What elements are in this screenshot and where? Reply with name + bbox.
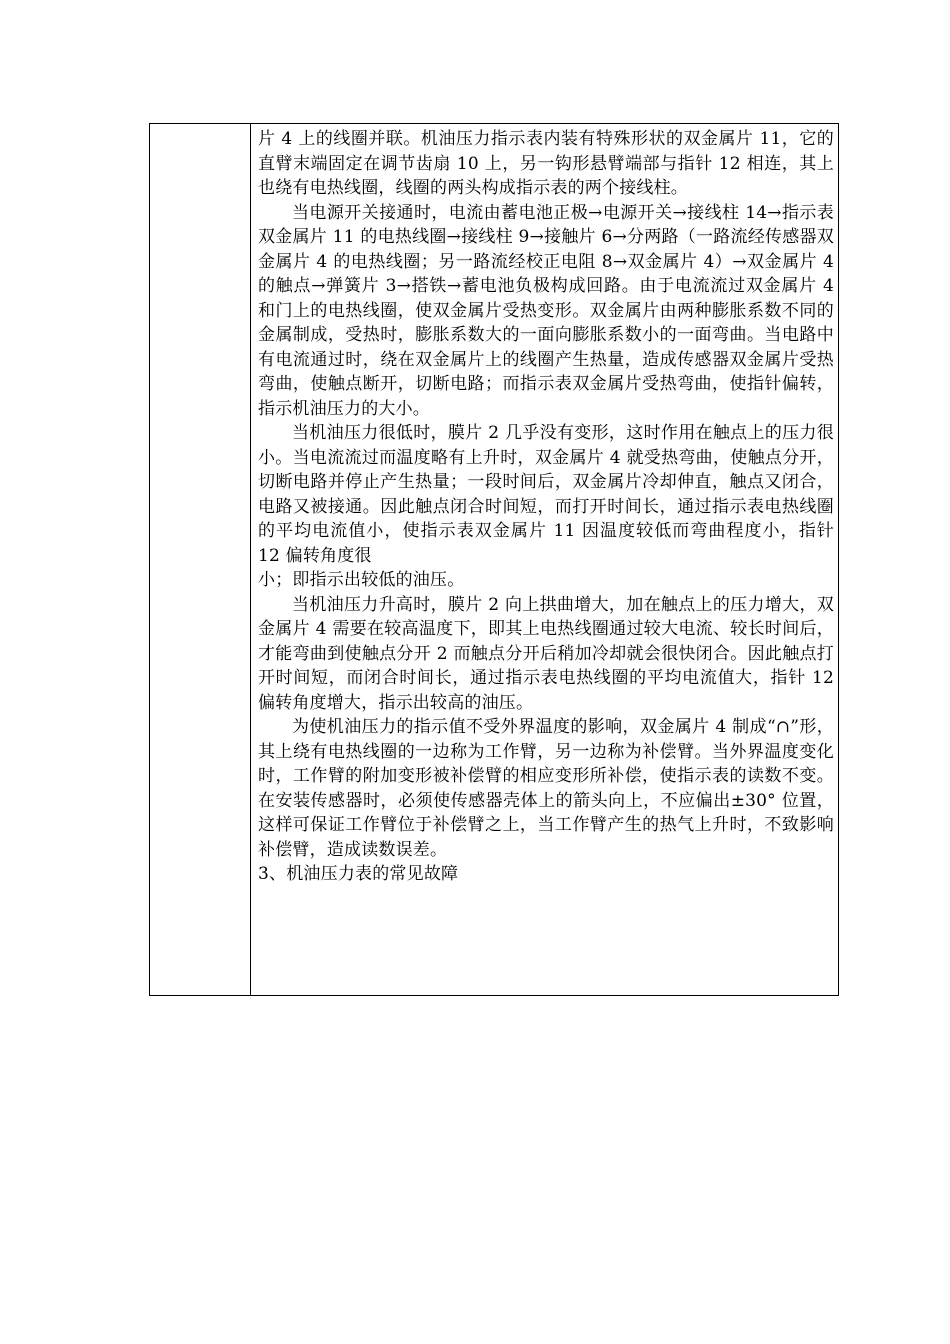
document-table: [149, 123, 839, 996]
table-content-cell: [251, 124, 838, 995]
section-heading: 3、机油压力表的常见故障: [258, 864, 459, 884]
paragraph-4: 小；即指示出较低的油压。: [258, 570, 465, 590]
paragraph-3: 当机油压力很低时，膜片 2 几乎没有变形，这时作用在触点上的压力很小。当电流流过而温度略有上升时，双金属片 4 就受热弯曲，使触点分开，切断电路并停止产生热量；一段时间后，双金属片冷却伸直，触点又闭合，电路又被接通。因此触点闭合时间短，而打开时间长，通过指示表电热线圈的平均电流值小，使指示表双金属片 11 因温度较低而弯曲程度小，指针 12 偏转角度很: [258, 423, 834, 566]
paragraph-2: 当电源开关接通时，电流由蓄电池正极→电源开关→接线柱 14→指示表双金属片 11 的电热线圈→接线柱 9→接触片 6→分两路（一路流经传感器双金属片 4 的电热线圈；另一路流经校正电阻 8→双金属片 4）→双金属片 4 的触点→弹簧片 3→搭铁→蓄电池负极构成回路。由于电流流过双金属片 4 和门上的电热线圈，使双金属片受热变形。双金属片由两种膨胀系数不同的金属制成，受热时，膨胀系数大的一面向膨胀系数小的一面弯曲。当电路中有电流通过时，绕在双金属片上的线圈产生热量，造成传感器双金属片受热弯曲，使触点断开，切断电路；而指示表双金属片受热弯曲，使指针偏转，指示机油压力的大小。: [258, 202, 834, 419]
table-left-cell: [150, 124, 251, 995]
paragraph-6: 为使机油压力的指示值不受外界温度的影响，双金属片 4 制成“∩”形，其上绕有电热线圈的一边称为工作臂，另一边称为补偿臂。当外界温度变化时，工作臂的附加变形被补偿臂的相应变形所补偿，使指示表的读数不变。在安装传感器时，必须使传感器壳体上的箭头向上，不应偏出±30° 位置，这样可保证工作臂位于补偿臂之上，当工作臂产生的热气上升时，不致影响补偿臂，造成读数误差。: [258, 717, 834, 860]
paragraph-5: 当机油压力升高时，膜片 2 向上拱曲增大，加在触点上的压力增大，双金属片 4 需要在较高温度下，即其上电热线圈通过较大电流、较长时间后，才能弯曲到使触点分开 2 而触点分开后稍加冷却就会很快闭合。因此触点打开时间短，而闭合时间长，通过指示表电热线圈的平均电流值大，指针 12 偏转角度增大，指示出较高的油压。: [258, 594, 834, 713]
paragraph-1: 片 4 上的线圈并联。机油压力指示表内装有特殊形状的双金属片 11，它的直臂末端固定在调节齿扇 10 上，另一钩形悬臂端部与指针 12 相连，其上也绕有电热线圈，线圈的两头构成指示表的两个接线柱。: [258, 129, 834, 198]
